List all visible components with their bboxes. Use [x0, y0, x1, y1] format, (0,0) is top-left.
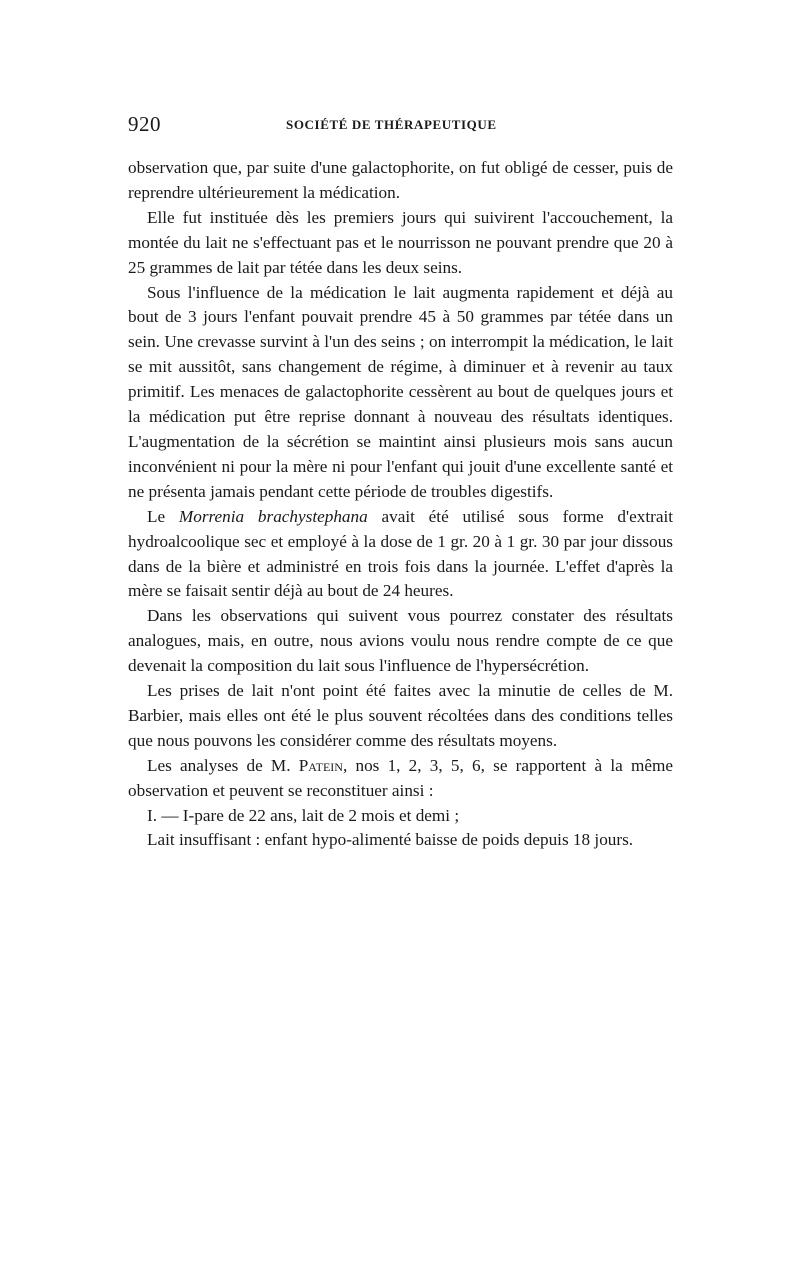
plant-name: Morrenia brachystephana: [178, 506, 368, 526]
running-title: SOCIÉTÉ DE THÉRAPEUTIQUE: [286, 117, 497, 132]
case-detail: Lait insuffisant : enfant hypo-alimenté baisse de poids depuis 18 jours.: [147, 830, 634, 850]
page-header: [128, 112, 673, 146]
paragraph-observations: Dans les observations qui suivent vous pourrez constater des résultats analogues, mais, en outre, nous avions voulu nous rendre compte de ce que devenait la composition du lait sous l'influence de l'hypersécrétion.: [128, 606, 673, 676]
page-number: 920: [128, 112, 161, 136]
analyses-lead: Les analyses de M.: [147, 755, 299, 775]
morrenia-lead: Le: [147, 506, 179, 526]
paragraph-influence: Sous l'influence de la médication le lait augmenta rapidement et déjà au bout de 3 jours l'enfant pouvait prendre 45 à 50 grammes par tétée dans un sein. Une crevasse survint à l'un des seins ; on interrompit la médication, le lait se mit aussitôt, sans changement de régime, à diminuer et à revenir au taux primitif. Les menaces de galactophorite cessèrent au bout de quelques jours et la médication put être reprise donnant à nouveau des résultats identiques. L'augmentation de la sécrétion se maintint ainsi plusieurs mois sans aucun inconvénient ni pour la mère ni pour l'enfant qui jouit d'une excellente santé et ne présenta jamais pendant cette période de troubles digestifs.: [128, 282, 673, 501]
case-heading: I. — I-pare de 22 ans, lait de 2 mois et demi ;: [147, 805, 460, 825]
analyses-text: , nos 1, 2, 3, 5, 6, se rapportent à la même observation et peuvent se reconstituer ainsi :: [128, 755, 673, 800]
paragraph-morrenia: [128, 505, 673, 605]
morrenia-text: avait été utilisé sous forme d'extrait hydroalcoolique sec et employé à la dose de 1 gr. 20 à 1 gr. 30 par jour dissous dans de la bière et administré en trois fois dans la journée. L'effet d'après la mère se faisait sentir déjà au bout de 24 heures.: [128, 506, 673, 601]
book-page: [128, 112, 673, 853]
paragraph-observation: observation que, par suite d'une galactophorite, on fut obligé de cesser, puis de reprendre ultérieurement la médication.: [128, 158, 673, 202]
paragraph-analyses: [128, 754, 673, 804]
author-name: Patein: [298, 755, 343, 775]
paragraph-sampling: Les prises de lait n'ont point été faites avec la minutie de celles de M. Barbier, mais elles ont été le plus souvent récoltées dans des conditions telles que nous pouvons les considérer comme des résultats moyens.: [128, 681, 673, 750]
paragraph-instituted: Elle fut instituée dès les premiers jours qui suivirent l'accouchement, la montée du lait ne s'effectuant pas et le nourrisson ne pouvant prendre que 20 à 25 grammes de lait par tétée dans les deux seins.: [128, 207, 673, 277]
